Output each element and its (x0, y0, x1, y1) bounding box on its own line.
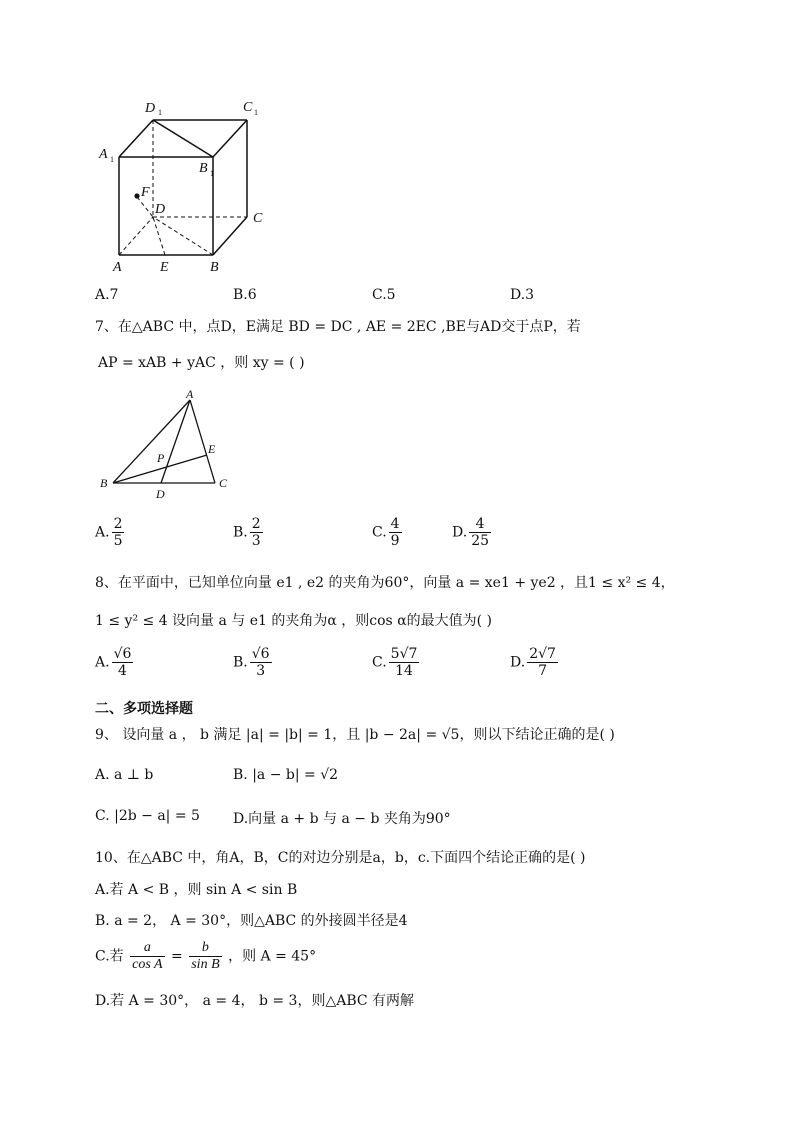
denominator: 25 (471, 533, 490, 550)
q10-option-a[interactable]: A.若 A < B ，则 sin A < sin B (95, 882, 298, 898)
tri-label-C: C (219, 476, 228, 490)
tri-label-A: A (186, 387, 194, 401)
q10-option-b[interactable]: B. a = 2， A = 30°，则△ABC 的外接圆半径是4 (95, 913, 408, 929)
label-C: C (253, 211, 263, 226)
numerator: 4 (469, 516, 491, 533)
label-B1-sub: 1 (210, 169, 214, 178)
tri-label-P: P (157, 451, 165, 465)
q7-option-c[interactable] (372, 516, 404, 549)
numerator: 5√7 (390, 646, 418, 662)
q9-option-c[interactable]: C. |2b − a| = 5 (95, 808, 200, 824)
q9-option-d[interactable]: D.向量 a + b 与 a − b 夹角为90° (233, 811, 451, 827)
fraction (527, 646, 558, 679)
label-A1-sub: 1 (110, 155, 114, 164)
option-label: D. (452, 524, 468, 541)
section-heading: 二、多项选择题 (95, 701, 193, 717)
q10-option-c[interactable] (95, 940, 316, 973)
label-E: E (160, 260, 169, 275)
q7-stem-line1: 7、在△ABC 中，点D，E满足 BD = DC , AE = 2EC ,BE与AD交于点P，若 (95, 319, 581, 335)
label-B: B (210, 260, 219, 275)
q9-stem: 9、 设向量 a ， b 满足 |a| = |b| = 1，且 |b − 2a| = √5，则以下结论正确的是( ) (95, 727, 615, 743)
fraction-b-over-sinB (189, 940, 221, 973)
q8-option-c[interactable] (372, 646, 421, 679)
q7-option-b[interactable] (233, 516, 265, 549)
denominator: 9 (390, 533, 400, 550)
q10-stem: 10、在△ABC 中，角A，B，C的对边分别是a，b，c.下面四个结论正确的是( ) (95, 850, 586, 866)
label-B1: B (199, 161, 208, 176)
q6-option-b[interactable]: B.6 (233, 287, 257, 303)
q8-stem-line1: 8、在平面中，已知单位向量 e1 , e2 的夹角为60°，向量 a = xe1 + ye2 ，且1 ≤ x² ≤ 4， (95, 575, 675, 591)
tri-label-B: B (100, 476, 108, 490)
denominator: 14 (395, 663, 413, 680)
q7-option-a[interactable] (95, 516, 126, 549)
label-F: F (141, 185, 150, 200)
denominator: 3 (256, 663, 266, 680)
fraction (469, 516, 491, 549)
fraction-a-over-cosA (130, 940, 164, 973)
triangle-figure (95, 385, 245, 505)
option-label: A. (95, 524, 110, 541)
denominator: 3 (251, 533, 261, 550)
option-label: D. (510, 654, 526, 671)
q10-option-d[interactable]: D.若 A = 30°， a = 4， b = 3，则△ABC 有两解 (95, 993, 415, 1009)
numerator: √6 (251, 646, 270, 662)
label-D: D (155, 202, 166, 217)
q8-option-b[interactable] (233, 646, 274, 679)
q9-option-a[interactable]: A. a ⊥ b (95, 767, 154, 783)
q8-option-d[interactable] (510, 646, 560, 679)
numerator: 2√7 (529, 646, 556, 662)
fraction (389, 646, 420, 679)
q6-option-c[interactable]: C.5 (372, 287, 396, 303)
label-A1: A (99, 147, 108, 162)
option-label: C. (372, 524, 387, 541)
label-A: A (113, 260, 122, 275)
equals-sign: = (171, 948, 183, 965)
option-label: B. (233, 654, 248, 671)
q6-option-a[interactable]: A.7 (95, 287, 119, 303)
denominator: 7 (538, 663, 548, 680)
fraction (389, 516, 402, 549)
denominator: 4 (118, 663, 127, 680)
q7-stem-line2: AP = xAB + yAC ，则 xy = ( ) (98, 355, 305, 371)
numerator: 2 (113, 516, 123, 532)
label-D1: D (145, 101, 156, 116)
option-tail: ，则 A = 45° (228, 948, 317, 965)
fraction (112, 516, 125, 549)
option-label: C. (372, 654, 387, 671)
numerator: 2 (251, 516, 261, 532)
option-label: C.若 (95, 948, 124, 965)
denominator: sin B (191, 957, 220, 973)
option-label: A. (95, 654, 110, 671)
numerator: √6 (113, 646, 132, 662)
numerator: a (130, 940, 164, 957)
option-label: B. (233, 524, 248, 541)
denominator: 5 (113, 533, 123, 550)
q8-option-a[interactable] (95, 646, 135, 679)
tri-label-D: D (156, 487, 165, 501)
label-D1-sub: 1 (158, 108, 162, 117)
label-C1-sub: 1 (254, 108, 258, 117)
numerator: 4 (390, 516, 400, 532)
q6-option-d[interactable]: D.3 (510, 287, 535, 303)
tri-label-E: E (208, 442, 216, 456)
fraction (250, 646, 272, 679)
q7-option-d[interactable] (452, 516, 493, 549)
fraction (112, 646, 134, 679)
denominator: cos A (132, 957, 163, 973)
cube-figure (95, 95, 280, 280)
fraction (250, 516, 263, 549)
label-C1: C (243, 100, 253, 115)
q8-stem-line2: 1 ≤ y² ≤ 4 设向量 a 与 e1 的夹角为α ，则cos α的最大值为( ) (95, 613, 493, 629)
q9-option-b[interactable]: B. |a − b| = √2 (233, 767, 339, 783)
numerator: b (189, 940, 221, 957)
